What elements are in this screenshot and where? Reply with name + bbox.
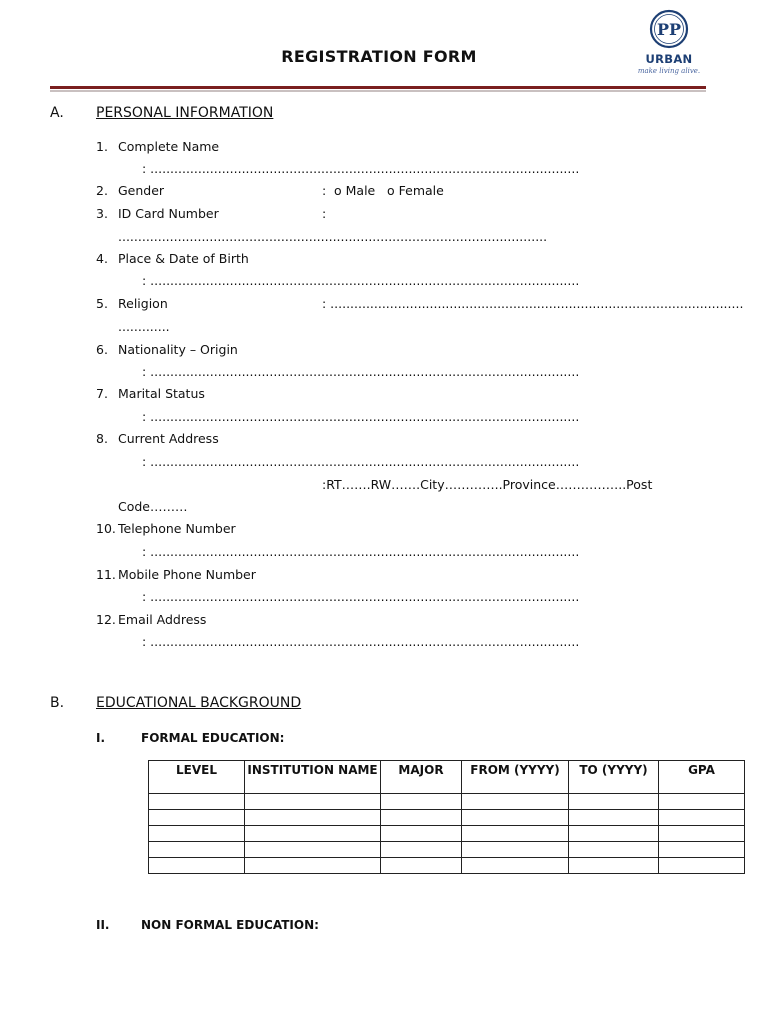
field-line-address-detail[interactable]: :RT…….RW…….City…………..Province……………..Post <box>322 477 653 492</box>
field-number: 4. <box>96 251 108 266</box>
field-number: 12. <box>96 612 116 627</box>
field-line-religion-continuation[interactable]: ............. <box>118 319 170 334</box>
table-row <box>149 810 745 826</box>
formal-education-table <box>148 760 745 874</box>
section-title: EDUCATIONAL BACKGROUND <box>96 695 302 711</box>
field-number: 10. <box>96 521 116 536</box>
subsection-non-formal-education: NON FORMAL EDUCATION: <box>141 918 319 932</box>
table-cell[interactable] <box>381 794 462 810</box>
table-cell[interactable] <box>381 842 462 858</box>
table-cell[interactable] <box>245 810 381 826</box>
table-cell[interactable] <box>569 794 659 810</box>
table-cell[interactable] <box>462 810 569 826</box>
section-letter: A. <box>50 105 64 121</box>
field-line-religion[interactable]: : ........................................................................................................ <box>322 296 744 311</box>
field-line-id-card-continuation[interactable]: ............................................................................................................ <box>118 229 548 244</box>
table-cell[interactable] <box>462 858 569 874</box>
column-header-to: TO (YYYY) <box>569 761 659 794</box>
table-cell[interactable] <box>149 794 245 810</box>
table-cell[interactable] <box>245 826 381 842</box>
header-rule-dark <box>50 86 706 89</box>
table-cell[interactable] <box>381 810 462 826</box>
field-line-nationality[interactable]: : ............................................................................................................ <box>142 364 580 379</box>
table-cell[interactable] <box>659 826 745 842</box>
field-number: 5. <box>96 296 108 311</box>
table-row <box>149 826 745 842</box>
subsection-formal-education: FORMAL EDUCATION: <box>141 731 285 745</box>
field-label-nationality: Nationality – Origin <box>118 342 238 357</box>
field-label-religion: Religion <box>118 296 168 311</box>
table-cell[interactable] <box>659 810 745 826</box>
field-line-current-address[interactable]: : ............................................................................................................ <box>142 454 580 469</box>
subsection-number: II. <box>96 918 110 932</box>
table-cell[interactable] <box>569 858 659 874</box>
table-cell[interactable] <box>149 810 245 826</box>
column-header-level: LEVEL <box>149 761 245 794</box>
table-cell[interactable] <box>659 842 745 858</box>
table-cell[interactable] <box>149 826 245 842</box>
field-number: 2. <box>96 183 108 198</box>
table-row <box>149 794 745 810</box>
field-label-marital-status: Marital Status <box>118 386 205 401</box>
table-row <box>149 858 745 874</box>
column-header-institution: INSTITUTION NAME <box>245 761 381 794</box>
field-line-gender: : <box>322 183 327 198</box>
field-label-place-date-birth: Place & Date of Birth <box>118 251 249 266</box>
field-number: 1. <box>96 139 108 154</box>
gender-option-female[interactable]: o Female <box>387 183 444 198</box>
field-line-email[interactable]: : ............................................................................................................ <box>142 634 580 649</box>
table-cell[interactable] <box>462 842 569 858</box>
subsection-number: I. <box>96 731 106 745</box>
table-cell[interactable] <box>569 826 659 842</box>
field-line-id-card: : <box>322 206 327 221</box>
table-cell[interactable] <box>462 826 569 842</box>
table-cell[interactable] <box>659 858 745 874</box>
field-number: 11. <box>96 567 116 582</box>
column-header-major: MAJOR <box>381 761 462 794</box>
field-number: 3. <box>96 206 108 221</box>
field-line-mobile-phone[interactable]: : ............................................................................................................ <box>142 589 580 604</box>
section-title: PERSONAL INFORMATION <box>96 105 274 121</box>
table-cell[interactable] <box>245 858 381 874</box>
section-letter: B. <box>50 695 65 711</box>
gender-option-male[interactable]: o Male <box>334 183 376 198</box>
field-label-mobile-phone: Mobile Phone Number <box>118 567 256 582</box>
column-header-gpa: GPA <box>659 761 745 794</box>
field-number: 8. <box>96 431 108 446</box>
field-line-telephone[interactable]: : ............................................................................................................ <box>142 544 580 559</box>
field-number: 7. <box>96 386 108 401</box>
table-cell[interactable] <box>245 794 381 810</box>
logo-brand: URBAN <box>645 52 693 66</box>
field-line-post-code[interactable]: Code……… <box>118 499 188 514</box>
table-cell[interactable] <box>381 826 462 842</box>
table-cell[interactable] <box>569 842 659 858</box>
table-cell[interactable] <box>569 810 659 826</box>
field-label-complete-name: Complete Name <box>118 139 220 154</box>
column-header-from: FROM (YYYY) <box>462 761 569 794</box>
field-line-place-date-birth[interactable]: : ............................................................................................................ <box>142 273 580 288</box>
field-label-id-card: ID Card Number <box>118 206 219 221</box>
field-number: 6. <box>96 342 108 357</box>
field-label-current-address: Current Address <box>118 431 219 446</box>
header-rule-light <box>50 90 706 92</box>
table-cell[interactable] <box>381 858 462 874</box>
field-label-email: Email Address <box>118 612 207 627</box>
table-cell[interactable] <box>659 794 745 810</box>
table-cell[interactable] <box>149 842 245 858</box>
table-cell[interactable] <box>245 842 381 858</box>
field-line-complete-name[interactable]: : ............................................................................................................ <box>142 161 580 176</box>
pp-logo-icon <box>647 8 691 50</box>
logo-mark-text: PP <box>656 20 682 39</box>
company-logo <box>628 8 710 80</box>
field-label-telephone: Telephone Number <box>118 521 236 536</box>
table-cell[interactable] <box>462 794 569 810</box>
field-label-gender: Gender <box>118 183 165 198</box>
field-line-marital-status[interactable]: : ............................................................................................................ <box>142 409 580 424</box>
table-row <box>149 842 745 858</box>
form-title: REGISTRATION FORM <box>281 47 477 66</box>
table-cell[interactable] <box>149 858 245 874</box>
logo-tagline: make living alive. <box>637 67 701 75</box>
